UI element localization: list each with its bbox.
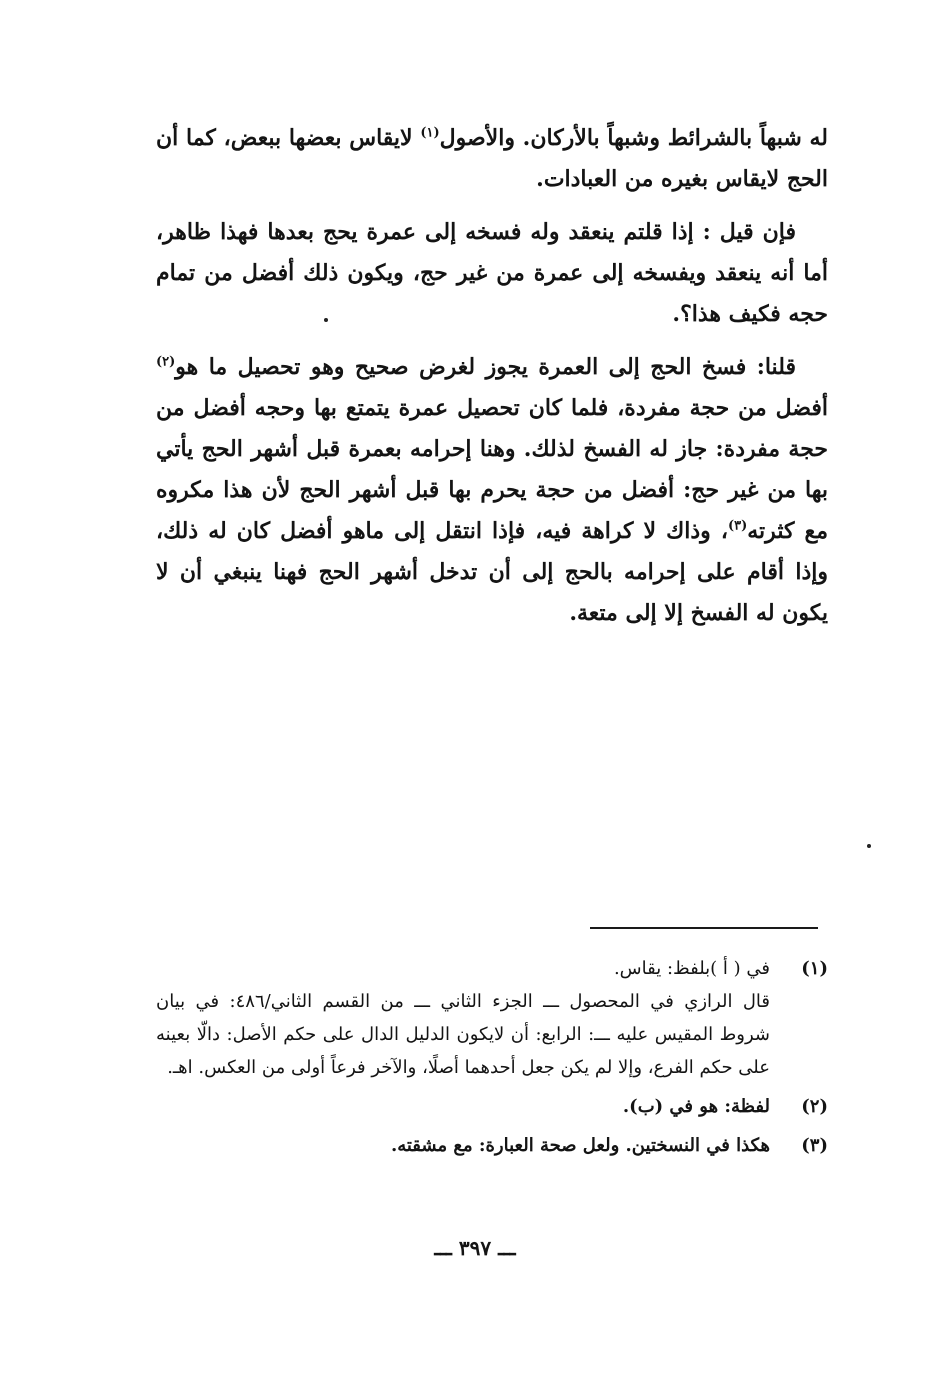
paragraph-2: فإن قيل : إذا قلتم ينعقد وله فسخه إلى عمرة يحج بعدها فهذا ظاهر، أما أنه ينعقد ويفسخه إلى عمرة من غير حج، ويكون ذلك أفضل من تمام حجه فكيف هذا؟. [156, 219, 828, 327]
footnote-ref-1: (١) [420, 125, 440, 141]
footnote-ref-3: (٣) [727, 518, 748, 534]
footnote-1-line-1: في ( أ )بلفظ: يقاس. [613, 958, 770, 979]
footnote-body: لفظة: هو في (ب). [622, 1096, 770, 1117]
scan-speck [324, 318, 328, 322]
footnote-2 [156, 1090, 828, 1123]
page-number: ـــ ٣٩٧ ـــ [434, 1236, 516, 1260]
footnote-separator [590, 927, 818, 929]
paragraph-3-part-1: قلنا: فسخ الحج إلى العمرة يجوز لغرض صحيح وهو تحصيل ما هو [175, 354, 796, 380]
footnote-number: (١) [801, 958, 828, 979]
footnote-number: (٣) [801, 1135, 828, 1156]
footnote-body: هكذا في النسختين. ولعل صحة العبارة: مع مشقته. [390, 1135, 770, 1156]
footnote-3 [156, 1129, 828, 1162]
footnote-number: (٢) [801, 1096, 828, 1117]
paragraph-3-part-3: ، وذاك لا كراهة فيه، فإذا انتقل إلى ماهو أفضل كان له ذلك، وإذا أقام على إحرامه بالحج إلى أن تدخل أشهر الحج فهنا ينبغي أن لا يكون له الفسخ إلا إلى متعة. [156, 518, 828, 626]
paragraph-3-part-2: أفضل من حجة مفردة، فلما كان تحصيل عمرة يتمتع بها وحجه أفضل من حجة مفردة: جاز له الفسخ لذلك. وهنا إحرامه بعمرة قبل أشهر الحج يأتي بها من غير حج: أفضل من حجة يحرم بها قبل أشهر الحج لأن هذا مكروه مع كثرته [156, 395, 828, 544]
scan-speck [867, 844, 871, 848]
paragraph-3 [156, 347, 828, 634]
main-text [156, 118, 828, 646]
paragraph-1 [156, 118, 828, 200]
footnote-1-line-2: قال الرازي في المحصول ـــ الجزء الثاني ـــ من القسم الثاني/٤٨٦: في بيان شروط المقيس عليه ـــ: الرابع: أن لايكون الدليل الدال على حكم الأصل: دالّا بعينه على حكم الفرع، وإلا لم يكن جعل أحدهما أصلًا، والآخر فرعاً أولى من العكس. اهـ. [156, 991, 770, 1078]
footnote-1 [156, 952, 828, 1084]
paragraph-1-continuation: لايقاس بعضها ببعض، كما أن الحج لايقاس بغيره من العبادات. [156, 125, 828, 192]
footnote-body [156, 952, 770, 1084]
footnote-ref-2: (٢) [156, 354, 176, 370]
paragraph-1-text: له شبهاً بالشرائط وشبهاً بالأركان. والأصول [439, 125, 829, 151]
footnotes [156, 952, 828, 1168]
